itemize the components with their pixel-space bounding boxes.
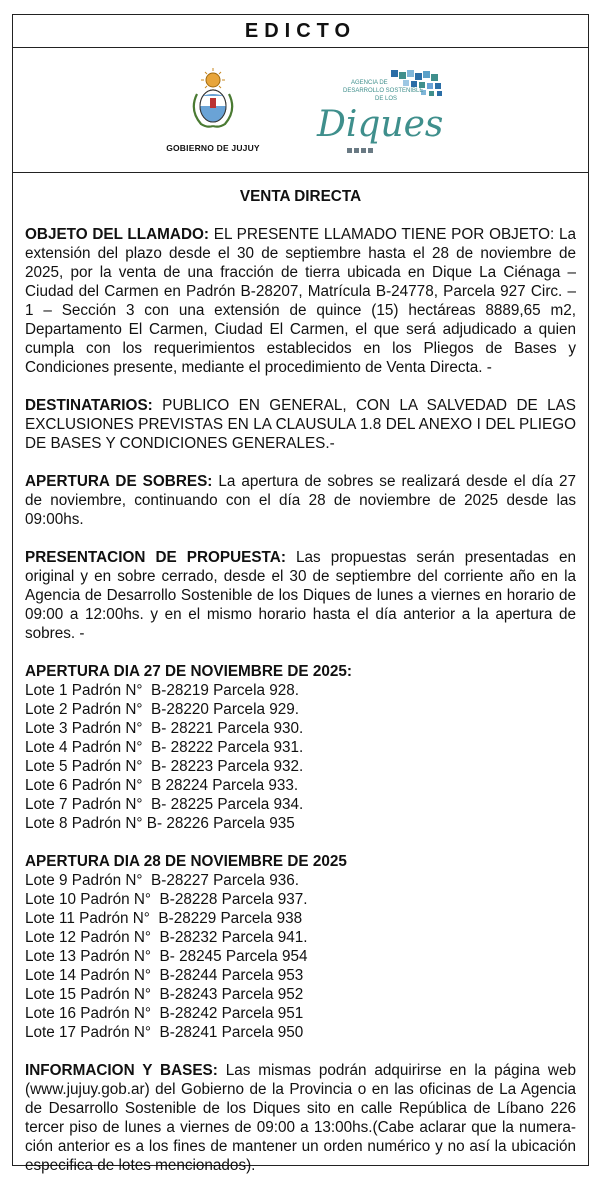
list-item: Lote 12 Padrón N° B-28232 Parcela 941. <box>25 929 308 946</box>
apertura-28-label: APERTURA DIA 28 DE NOVIEMBRE DE 2025 <box>25 853 347 870</box>
objeto-text: EL PRESENTE LLAMADO TIENE POR OBJETO: La extensión del plazo desde el 30 de septiembre hasta el 28 de noviembre de 2025, por la venta de una fracción de tierra ubicada en Dique La Ciénaga – Ciudad del Carmen en Padrón B-28207, Matrícula B-24778, Parcela 927 Circ. – 1 – Sección 3 con una extensión de quince (15) hectáreas 8889,65 m2, Departamento El Carmen, Ciudad El Carmen, el que será adjudicado a quien cumpla con los requerimientos establecidos en los Pliegos de Bases y Condiciones presente, mediante el procedimiento de Venta Directa. - <box>25 226 576 376</box>
list-item: Lote 6 Padrón N° B 28224 Parcela 933. <box>25 777 299 794</box>
pixel-bar-icon <box>347 148 373 153</box>
agency-line3: DE LOS <box>375 96 398 102</box>
list-item: Lote 7 Padrón N° B- 28225 Parcela 934. <box>25 796 304 813</box>
list-item: Lote 8 Padrón N° B- 28226 Parcela 935 <box>25 815 295 832</box>
list-item: Lote 13 Padrón N° B- 28245 Parcela 954 <box>25 948 308 965</box>
agency-line2: DESARROLLO SOSTENIBLE <box>343 88 424 94</box>
gobierno-jujuy-label: GOBIERNO DE JUJUY <box>166 143 260 153</box>
destinatarios-text: PUBLICO EN GENERAL, CON LA SALVEDAD DE LAS EXCLUSIONES PREVISTAS EN LA CLAUSULA 1.8 DEL ANEXO I DEL PLIEGO DE BASES Y CONDICIONES GENERALES.- <box>25 397 576 452</box>
objeto-label: OBJETO DEL LLAMADO: <box>25 226 209 243</box>
list-item: Lote 9 Padrón N° B-28227 Parcela 936. <box>25 872 299 889</box>
presentacion-label: PRESENTACION DE PROPUESTA: <box>25 549 286 566</box>
destinatarios-paragraph <box>25 396 576 453</box>
list-item: Lote 2 Padrón N° B-28220 Parcela 929. <box>25 701 299 718</box>
apertura-28-section <box>25 852 576 1042</box>
list-item: Lote 17 Padrón N° B-28241 Parcela 950 <box>25 1024 304 1041</box>
apertura-sobres-label: APERTURA DE SOBRES: <box>25 473 213 490</box>
list-item: Lote 14 Padrón N° B-28244 Parcela 953 <box>25 967 304 984</box>
edicto-frame <box>12 14 589 1174</box>
edicto-body <box>13 173 588 1175</box>
informacion-text: Las mismas podrán adquirirse en la página web (www.jujuy.gob.ar) del Gobierno de la Provincia o en las oficinas de La Agencia de Desarrollo Sostenible de los Diques sito en calle República de Líbano 226 tercer piso de lunes a viernes de 09:00 a 13:00hs.(Cabe aclarar que la numera-ción anterior es a los fines de mantener un orden numérico y no así la ubicación especifica de lotes mencionados). <box>25 1062 576 1174</box>
venta-directa-heading: VENTA DIRECTA <box>239 188 362 205</box>
logos-row <box>13 48 588 173</box>
gobierno-jujuy-logo <box>153 66 273 153</box>
coat-of-arms-icon <box>183 66 243 132</box>
list-item: Lote 1 Padrón N° B-28219 Parcela 928. <box>25 682 299 699</box>
list-item: Lote 10 Padrón N° B-28228 Parcela 937. <box>25 891 308 908</box>
list-item: Lote 16 Padrón N° B-28242 Parcela 951 <box>25 1005 304 1022</box>
list-item: Lote 11 Padrón N° B-28229 Parcela 938 <box>25 910 303 927</box>
apertura-sobres-paragraph <box>25 472 576 529</box>
agency-name: Diques <box>317 104 444 145</box>
apertura-sobres-text: La apertura de sobres se realizará desde el día 27 de noviembre, continuando con el día 28 de noviembre de 2025 desde las 09:00hs. <box>25 473 576 528</box>
list-item: Lote 4 Padrón N° B- 28222 Parcela 931. <box>25 739 304 756</box>
list-item: Lote 3 Padrón N° B- 28221 Parcela 930. <box>25 720 304 737</box>
objeto-paragraph <box>25 225 576 377</box>
presentacion-paragraph <box>25 548 576 643</box>
destinatarios-label: DESTINATARIOS: <box>25 397 153 414</box>
informacion-label: INFORMACION Y BASES: <box>25 1062 218 1079</box>
apertura-27-label: APERTURA DIA 27 DE NOVIEMBRE DE 2025: <box>25 663 352 680</box>
edicto-title: EDICTO <box>13 15 588 48</box>
informacion-paragraph <box>25 1061 576 1175</box>
agency-line1: AGENCIA DE <box>351 80 388 86</box>
presentacion-text: Las propuestas serán presentadas en original y en sobre cerrado, desde el 30 de septiembre del corriente año en la Agencia de Desarrollo Sostenible de los Diques de lunes a viernes en horario de 09:00 a 12:00hs. y en el mismo horario hasta el día anterior a la apertura de sobres. - <box>25 549 576 642</box>
apertura-27-section <box>25 662 576 833</box>
list-item: Lote 15 Padrón N° B-28243 Parcela 952 <box>25 986 304 1003</box>
agencia-diques-logo <box>303 68 453 158</box>
list-item: Lote 5 Padrón N° B- 28223 Parcela 932. <box>25 758 304 775</box>
